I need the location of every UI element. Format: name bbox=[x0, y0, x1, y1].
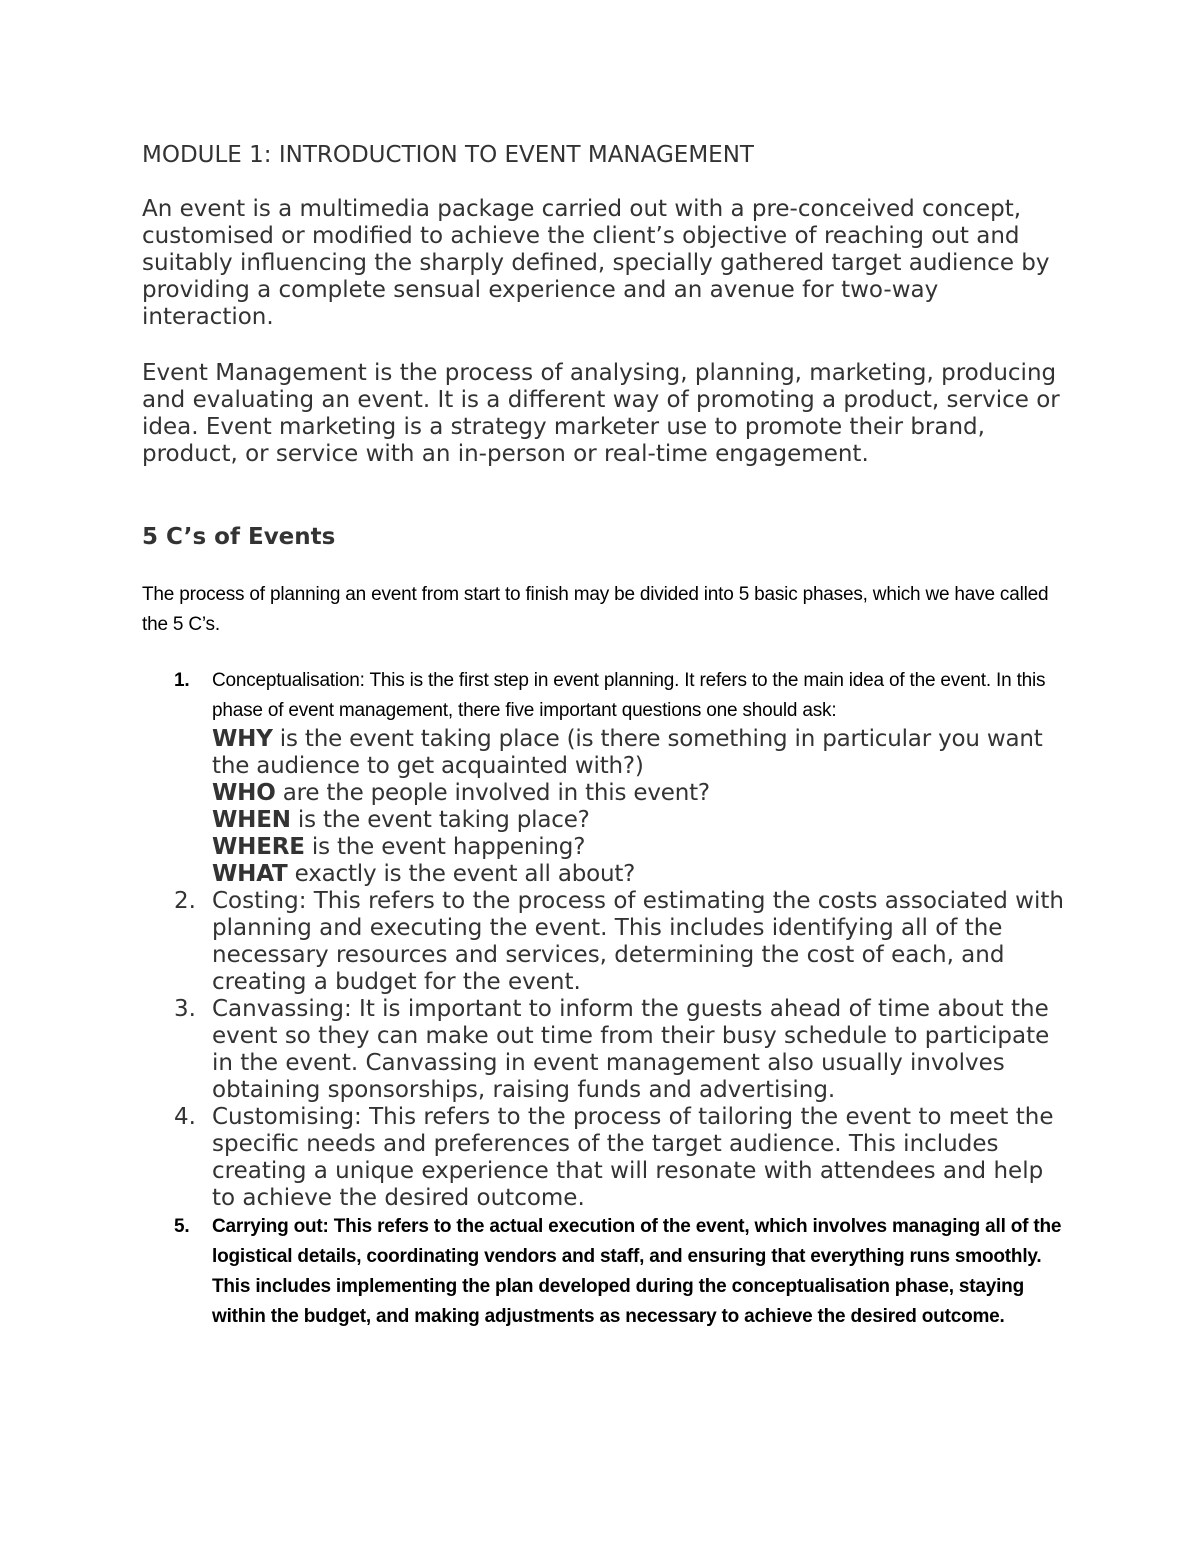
question-item bbox=[212, 834, 1072, 861]
phase-item-customising bbox=[142, 1104, 1072, 1212]
question-text: exactly is the event all about? bbox=[287, 861, 636, 887]
phase-text: Conceptualisation: This is the first step in event planning. It refers to the main idea of the event. In this phase of event management, there five important questions one should ask: bbox=[212, 670, 1046, 721]
question-item bbox=[212, 780, 1072, 807]
module-title: MODULE 1: INTRODUCTION TO EVENT MANAGEMENT bbox=[142, 142, 754, 168]
phase-number: 1. bbox=[174, 670, 190, 691]
phase-number: 3. bbox=[174, 996, 196, 1022]
event-definition-paragraph: An event is a multimedia package carried out with a pre-conceived concept, customised or modified to achieve the client’s objective of reaching out and suitably influencing the sharply defined, specially gathered target audience by providing a complete sensual experience and an avenue for two-way interaction. bbox=[142, 196, 1050, 330]
question-item bbox=[212, 726, 1072, 780]
phase-number: 5. bbox=[174, 1216, 190, 1237]
question-item bbox=[212, 861, 1072, 888]
question-keyword: WHEN bbox=[212, 807, 291, 833]
question-item bbox=[212, 807, 1072, 834]
phase-number: 2. bbox=[174, 888, 196, 914]
intro-paragraph: The process of planning an event from start to finish may be divided into 5 basic phases, which we have called the 5 C’s. bbox=[142, 584, 1049, 635]
questions-list bbox=[212, 726, 1072, 888]
phase-text: Costing: This refers to the process of estimating the costs associated with planning and executing the event. This includes identifying all of the necessary resources and services, determining the cost of each, and creating a budget for the event. bbox=[212, 888, 1064, 995]
phase-item-conceptualisation bbox=[142, 666, 1072, 888]
phase-item-costing bbox=[142, 888, 1072, 996]
question-keyword: WHO bbox=[212, 780, 276, 806]
phases-list bbox=[142, 666, 1072, 1332]
phase-text: Carrying out: This refers to the actual execution of the event, which involves managing all of the logistical details, coordinating vendors and staff, and ensuring that everything runs smoothly. This includes implementing the plan developed during the conceptualisation phase, staying within the budget, and making adjustments as necessary to achieve the desired outcome. bbox=[212, 1216, 1062, 1327]
question-text: are the people involved in this event? bbox=[275, 780, 710, 806]
phase-text: Canvassing: It is important to inform the guests ahead of time about the event so they can make out time from their busy schedule to participate in the event. Canvassing in event management also usually involves obtaining sponsorships, raising funds and advertising. bbox=[212, 996, 1050, 1103]
phase-text: Customising: This refers to the process of tailoring the event to meet the specific needs and preferences of the target audience. This includes creating a unique experience that will resonate with attendees and help to achieve the desired outcome. bbox=[212, 1104, 1054, 1211]
question-text: is the event happening? bbox=[304, 834, 586, 860]
question-keyword: WHAT bbox=[212, 861, 288, 887]
question-text: is the event taking place? bbox=[290, 807, 590, 833]
question-keyword: WHERE bbox=[212, 834, 305, 860]
question-text: is the event taking place (is there something in particular you want the audience to get acquainted with?) bbox=[212, 726, 1043, 779]
phase-item-canvassing bbox=[142, 996, 1072, 1104]
question-keyword: WHY bbox=[212, 726, 273, 752]
event-management-paragraph: Event Management is the process of analysing, planning, marketing, producing and evaluating an event. It is a different way of promoting a product, service or idea. Event marketing is a strategy marketer use to promote their brand, product, or service with an in-person or real-time engagement. bbox=[142, 360, 1060, 467]
phase-number: 4. bbox=[174, 1104, 196, 1130]
phase-item-carrying-out bbox=[142, 1212, 1072, 1332]
section-heading: 5 C’s of Events bbox=[142, 524, 336, 550]
